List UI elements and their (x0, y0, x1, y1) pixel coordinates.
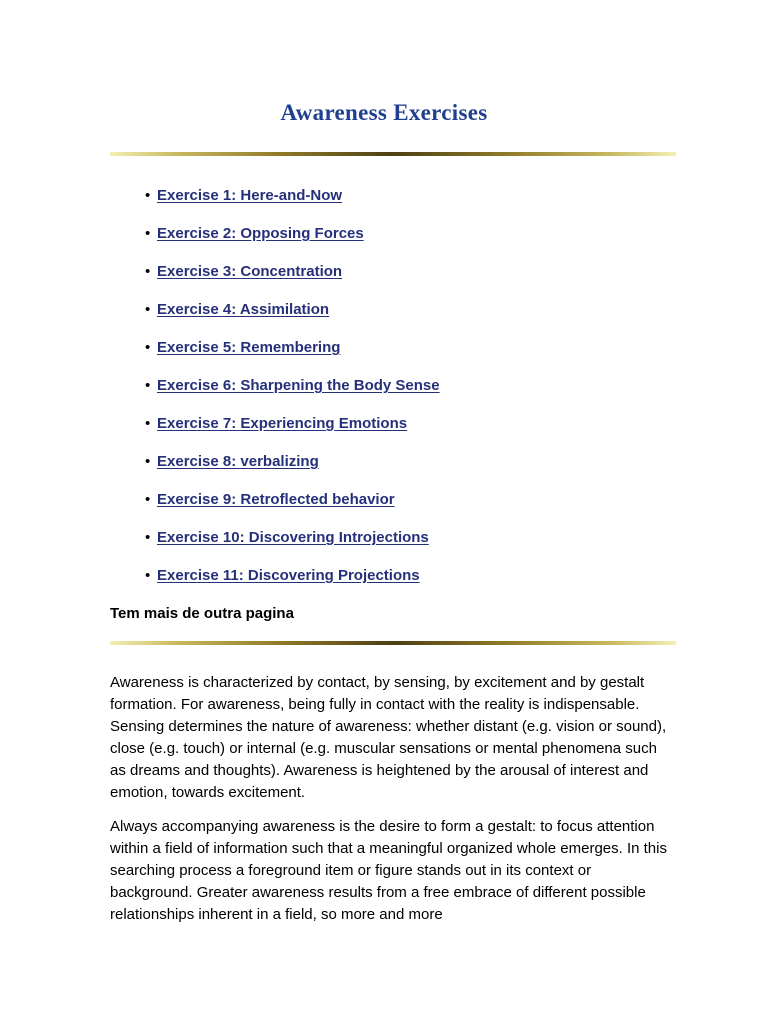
exercise-link-1[interactable]: Exercise 1: Here-and-Now (157, 187, 343, 204)
gold-divider-middle (110, 641, 676, 645)
list-item (145, 375, 440, 413)
bullet-icon: • (145, 339, 151, 356)
list-item (145, 451, 440, 489)
exercise-link-9[interactable]: Exercise 9: Retroflected behavior (157, 491, 395, 508)
exercise-link-7[interactable]: Exercise 7: Experiencing Emotions (157, 415, 408, 432)
body-paragraph-1: Awareness is characterized by contact, by sensing, by excitement and by gestalt formation. For awareness, being fully in contact with the reality is indispensable. Sensing determines the nature of awareness: whether distant (e.g. vision or sound), close (e.g. touch) or internal (e.g. muscular sensations or mental phenomena such as dreams and thoughts). Awareness is heightened by the arousal of interest and emotion, towards excitement. (110, 674, 667, 801)
body-paragraph-2: Always accompanying awareness is the desire to form a gestalt: to focus attention within a field of information such that a meaningful organized whole emerges. In this searching process a foreground item or figure stands out in its context or background. Greater awareness results from a free embrace of different possible relationships inherent in a field, so more and more (110, 818, 667, 923)
list-item (145, 185, 440, 223)
list-item (145, 223, 440, 261)
exercise-link-11[interactable]: Exercise 11: Discovering Projections (157, 567, 420, 584)
bullet-icon: • (145, 301, 151, 318)
list-item (145, 261, 440, 299)
list-item (145, 299, 440, 337)
list-item (145, 413, 440, 451)
bullet-icon: • (145, 377, 151, 394)
list-item (145, 565, 440, 603)
bullet-icon: • (145, 187, 151, 204)
exercise-list (145, 185, 440, 603)
list-item (145, 527, 440, 565)
exercise-link-2[interactable]: Exercise 2: Opposing Forces (157, 225, 364, 242)
exercise-link-5[interactable]: Exercise 5: Remembering (157, 339, 341, 356)
list-item (145, 489, 440, 527)
exercise-link-8[interactable]: Exercise 8: verbalizing (157, 453, 319, 470)
exercise-link-3[interactable]: Exercise 3: Concentration (157, 263, 343, 280)
bullet-icon: • (145, 491, 151, 508)
bullet-icon: • (145, 567, 151, 584)
page-title: Awareness Exercises (280, 100, 488, 125)
exercise-link-4[interactable]: Exercise 4: Assimilation (157, 301, 330, 318)
list-item (145, 337, 440, 375)
bullet-icon: • (145, 263, 151, 280)
exercise-link-10[interactable]: Exercise 10: Discovering Introjections (157, 529, 429, 546)
bullet-icon: • (145, 225, 151, 242)
bullet-icon: • (145, 453, 151, 470)
bullet-icon: • (145, 529, 151, 546)
exercise-link-6[interactable]: Exercise 6: Sharpening the Body Sense (157, 377, 440, 394)
gold-divider-top (110, 152, 676, 156)
article-body (110, 672, 670, 938)
more-pages-note: Tem mais de outra pagina (110, 605, 294, 622)
bullet-icon: • (145, 415, 151, 432)
